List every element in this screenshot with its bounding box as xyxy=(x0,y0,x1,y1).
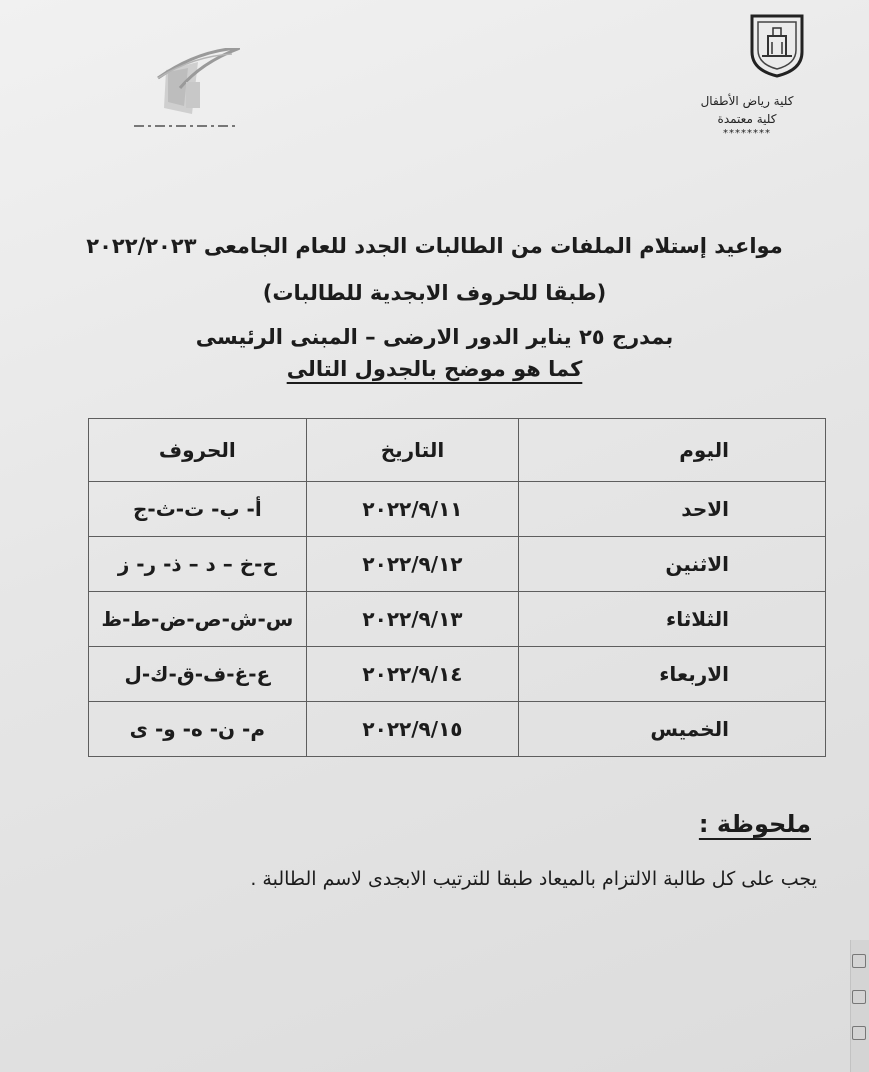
crop-icon[interactable] xyxy=(852,1026,866,1040)
institution-name: كلية رياض الأطفال xyxy=(700,94,794,108)
cairo-university-seal-icon xyxy=(748,12,806,78)
day-cell: الاثنين xyxy=(519,537,826,592)
letters-cell: س-ش-ص-ض-ط-ظ xyxy=(89,592,307,647)
date-cell: ٢٠٢٢/٩/١٤ xyxy=(306,647,519,702)
date-cell: ٢٠٢٢/٩/١٣ xyxy=(306,592,519,647)
table-row xyxy=(89,537,826,592)
letters-cell: ع-غ-ف-ق-ك-ل xyxy=(89,647,307,702)
table-row xyxy=(89,592,826,647)
table-row xyxy=(89,647,826,702)
accreditation-logo-icon xyxy=(128,48,240,138)
header-date: التاريخ xyxy=(306,419,519,482)
letters-cell: م- ن- ه- و- ى xyxy=(89,702,307,757)
date-cell: ٢٠٢٢/٩/١١ xyxy=(306,482,519,537)
date-cell: ٢٠٢٢/٩/١٢ xyxy=(306,537,519,592)
location-line: بمدرج ٢٥ يناير الدور الارضى – المبنى الرئيسى xyxy=(195,325,674,349)
document-title: مواعيد إستلام الملفات من الطالبات الجدد للعام الجامعى ٢٠٢٢/٢٠٢٣ xyxy=(86,234,783,258)
copy-icon[interactable] xyxy=(852,990,866,1004)
header-separator: ******** xyxy=(723,128,771,139)
header-letters: الحروف xyxy=(89,419,307,482)
table-row xyxy=(89,482,826,537)
letters-cell: ح-خ – د – ذ- ر- ز xyxy=(89,537,307,592)
table-intro: كما هو موضح بالجدول التالى xyxy=(286,357,583,381)
date-cell: ٢٠٢٢/٩/١٥ xyxy=(306,702,519,757)
day-cell: الخميس xyxy=(519,702,826,757)
note-label: ملحوظة : xyxy=(698,810,811,838)
table-header-row xyxy=(89,419,826,482)
day-cell: الاربعاء xyxy=(519,647,826,702)
header-day: اليوم xyxy=(519,419,826,482)
accreditation-label: كلية معتمدة xyxy=(717,112,777,126)
expand-icon[interactable] xyxy=(852,954,866,968)
table-row xyxy=(89,702,826,757)
viewer-side-toolbar[interactable] xyxy=(850,940,869,1072)
day-cell: الاحد xyxy=(519,482,826,537)
letters-cell: أ- ب- ت-ث-ج xyxy=(89,482,307,537)
schedule-table xyxy=(88,418,826,757)
note-text: يجب على كل طالبة الالتزام بالميعاد طبقا للترتيب الابجدى لاسم الطالبة . xyxy=(250,868,817,890)
day-cell: الثلاثاء xyxy=(519,592,826,647)
document-subtitle: (طبقا للحروف الابجدية للطالبات) xyxy=(262,281,607,305)
